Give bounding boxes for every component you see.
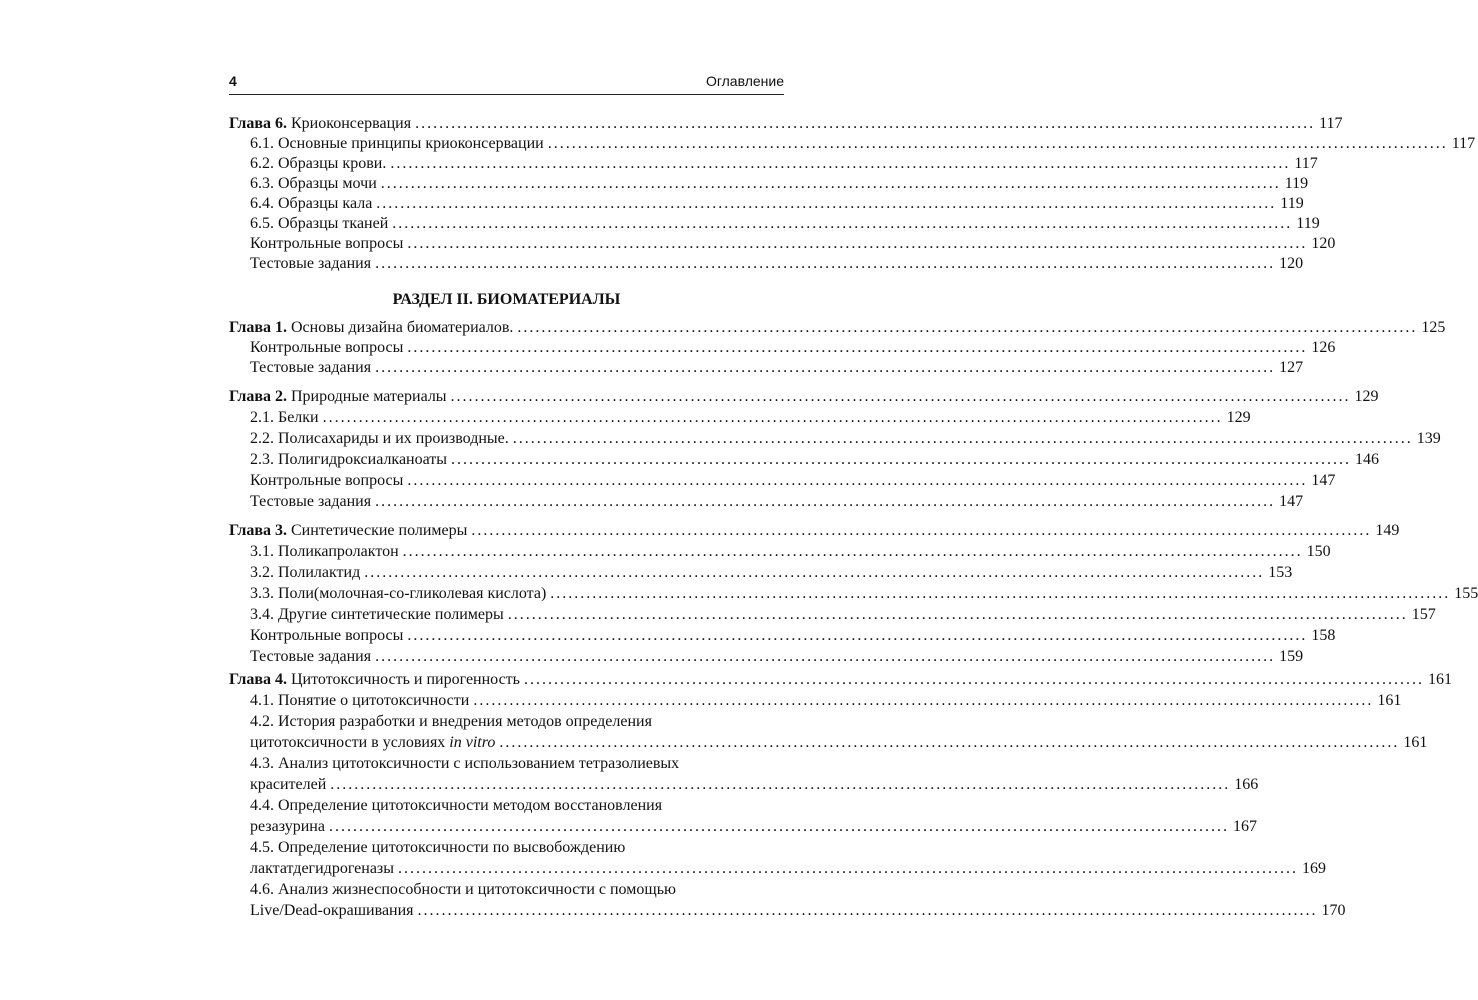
dot-leader: ......................................................................................................................................................	[473, 692, 1374, 709]
item-title: 6.1. Основные принципы криоконсервации	[250, 135, 544, 152]
page-ref: 126	[1311, 339, 1336, 356]
chapter-label: Глава 2.	[229, 388, 287, 405]
toc-item-2-questions[interactable]	[250, 471, 1336, 491]
chapter-label: Глава 1.	[229, 319, 287, 336]
dot-leader: ......................................................................................................................................................	[328, 818, 1229, 835]
toc-item-6-3[interactable]	[250, 174, 1309, 194]
page-ref: 167	[1232, 818, 1257, 835]
toc-item-2-tests[interactable]	[250, 492, 1304, 512]
page-ref: 149	[1375, 522, 1400, 539]
page-ref: 117	[1319, 115, 1343, 132]
dot-leader: ......................................................................................................................................................	[322, 409, 1223, 426]
toc-item-3-1[interactable]	[250, 542, 1331, 562]
page-ref: 159	[1279, 648, 1304, 665]
toc-item-4-2-line1: 4.2. История разработки и внедрения методов определения	[250, 713, 652, 730]
dot-leader: ......................................................................................................................................................	[517, 319, 1418, 336]
dot-leader: ......................................................................................................................................................	[407, 235, 1308, 252]
item-title: 2.3. Полигидроксиалканоаты	[250, 451, 448, 468]
toc-item-3-2[interactable]	[250, 563, 1293, 583]
toc-item-4-4[interactable]	[250, 817, 1257, 837]
toc-item-4-4-line1: 4.4. Определение цитотоксичности методом восстановления	[250, 797, 663, 814]
toc-item-6-5[interactable]	[250, 214, 1320, 234]
dot-leader: ......................................................................................................................................................	[390, 155, 1291, 172]
item-title: 6.2. Образцы крови.	[250, 155, 387, 172]
page-ref: 129	[1354, 388, 1379, 405]
dot-leader: ......................................................................................................................................................	[523, 671, 1424, 688]
page-ref: 129	[1226, 409, 1251, 426]
dot-leader: ......................................................................................................................................................	[402, 543, 1303, 560]
page-ref: 155	[1454, 585, 1478, 602]
dot-leader: ......................................................................................................................................................	[375, 648, 1276, 665]
dot-leader: ......................................................................................................................................................	[471, 522, 1372, 539]
page-ref: 119	[1296, 215, 1320, 232]
toc-item-4-3-line1: 4.3. Анализ цитотоксичности с использованием тетразолиевых	[250, 755, 680, 772]
item-title: 4.1. Понятие о цитотоксичности	[250, 692, 470, 709]
chapter-label: Глава 6.	[229, 115, 287, 132]
item-title: Тестовые задания	[250, 493, 372, 510]
dot-leader: ......................................................................................................................................................	[330, 776, 1231, 793]
toc-item-2-1[interactable]	[250, 408, 1251, 428]
item-title: красителей	[250, 776, 327, 793]
item-title: Контрольные вопросы	[250, 339, 404, 356]
item-title: Тестовые задания	[250, 255, 372, 272]
toc-item-3-questions[interactable]	[250, 626, 1336, 646]
dot-leader: ......................................................................................................................................................	[376, 195, 1277, 212]
page-ref: 117	[1294, 155, 1318, 172]
page-ref: 119	[1284, 175, 1309, 192]
page-ref: 157	[1411, 606, 1436, 623]
item-title: Контрольные вопросы	[250, 627, 404, 644]
page-number: 4	[229, 73, 237, 89]
page-ref: 120	[1311, 235, 1336, 252]
toc-chapter-1[interactable]	[229, 318, 1446, 338]
item-title: 2.1. Белки	[250, 409, 319, 426]
chapter-title: Природные материалы	[291, 388, 447, 405]
page-ref: 146	[1355, 451, 1380, 468]
dot-leader: ......................................................................................................................................................	[451, 451, 1352, 468]
toc-item-4-1[interactable]	[250, 691, 1402, 711]
page-ref: 147	[1311, 472, 1336, 489]
toc-item-2-3[interactable]	[250, 450, 1380, 470]
item-title: цитотоксичности в условиях	[250, 734, 446, 751]
chapter-title: Цитотоксичность и пирогенность	[291, 671, 520, 688]
toc-item-6-1[interactable]	[250, 134, 1476, 154]
page-ref: 161	[1427, 671, 1452, 688]
page-ref: 117	[1451, 135, 1476, 152]
item-title: Тестовые задания	[250, 648, 372, 665]
dot-leader: ......................................................................................................................................................	[380, 175, 1281, 192]
item-title: Live/Dead-окрашивания	[250, 902, 414, 919]
chapter-title: Основы дизайна биоматериалов.	[291, 319, 514, 336]
item-title: 3.3. Поли(молочная-со-гликолевая кислота)	[250, 585, 547, 602]
page-ref: 169	[1302, 860, 1326, 877]
item-title: Контрольные вопросы	[250, 235, 404, 252]
item-title: 2.2. Полисахариды и их производные.	[250, 430, 509, 447]
dot-leader: ......................................................................................................................................................	[499, 734, 1400, 751]
item-title-italic: in vitro	[449, 734, 496, 751]
toc-item-6-2[interactable]	[250, 154, 1318, 174]
chapter-label: Глава 4.	[229, 671, 287, 688]
toc-item-3-3[interactable]	[250, 584, 1478, 604]
item-title: Тестовые задания	[250, 359, 372, 376]
toc-item-3-4[interactable]	[250, 605, 1436, 625]
item-title: 6.5. Образцы тканей	[250, 215, 389, 232]
page-ref: 139	[1416, 430, 1441, 447]
page-ref: 153	[1268, 564, 1293, 581]
item-title: 3.1. Поликапролактон	[250, 543, 399, 560]
dot-leader: ......................................................................................................................................................	[550, 585, 1451, 602]
page-ref: 161	[1403, 734, 1428, 751]
item-title: 3.2. Полилактид	[250, 564, 361, 581]
toc-chapter-6[interactable]	[229, 114, 1343, 134]
item-title: 6.3. Образцы мочи	[250, 175, 377, 192]
toc-item-4-5-line1: 4.5. Определение цитотоксичности по высвобождению	[250, 839, 626, 856]
toc-item-4-5[interactable]	[250, 859, 1326, 879]
dot-leader: ......................................................................................................................................................	[407, 339, 1308, 356]
dot-leader: ......................................................................................................................................................	[392, 215, 1293, 232]
toc-chapter-3[interactable]	[229, 521, 1400, 541]
page-ref: 127	[1279, 359, 1304, 376]
toc-item-3-tests[interactable]	[250, 647, 1304, 667]
page-header	[229, 70, 784, 95]
chapter-title: Криоконсервация	[291, 115, 412, 132]
toc-item-4-3[interactable]	[250, 775, 1259, 795]
page-ref: 158	[1311, 627, 1336, 644]
page-ref: 147	[1279, 493, 1304, 510]
page-ref: 166	[1234, 776, 1259, 793]
chapter-label: Глава 3.	[229, 522, 287, 539]
dot-leader: ......................................................................................................................................................	[450, 388, 1351, 405]
item-title: 6.4. Образцы кала	[250, 195, 373, 212]
dot-leader: ......................................................................................................................................................	[398, 860, 1298, 877]
chapter-title: Синтетические полимеры	[291, 522, 468, 539]
running-title: Оглавление	[705, 73, 784, 89]
item-title: 3.4. Другие синтетические полимеры	[250, 606, 504, 623]
dot-leader: ......................................................................................................................................................	[512, 430, 1413, 447]
dot-leader: ......................................................................................................................................................	[375, 359, 1276, 376]
section-heading: РАЗДЕЛ II. БИОМАТЕРИАЛЫ	[392, 291, 621, 308]
toc-item-6-tests[interactable]	[250, 254, 1304, 274]
toc-item-6-4[interactable]	[250, 194, 1304, 214]
item-title: резазурина	[250, 818, 325, 835]
toc-item-6-questions[interactable]	[250, 234, 1336, 254]
dot-leader: ......................................................................................................................................................	[417, 902, 1318, 919]
dot-leader: ......................................................................................................................................................	[364, 564, 1265, 581]
dot-leader: ......................................................................................................................................................	[407, 627, 1308, 644]
toc-chapter-2[interactable]	[229, 387, 1379, 407]
item-title: лактатдегидрогеназы	[250, 860, 394, 877]
page-ref: 125	[1421, 319, 1446, 336]
dot-leader: ......................................................................................................................................................	[375, 493, 1276, 510]
dot-leader: ......................................................................................................................................................	[407, 472, 1308, 489]
toc-chapter-4[interactable]	[229, 670, 1452, 690]
dot-leader: ......................................................................................................................................................	[375, 255, 1276, 272]
item-title: Контрольные вопросы	[250, 472, 404, 489]
toc-item-4-2[interactable]	[250, 733, 1428, 753]
page-ref: 170	[1321, 902, 1346, 919]
toc-item-1-questions[interactable]	[250, 338, 1336, 358]
dot-leader: ......................................................................................................................................................	[547, 135, 1448, 152]
toc-item-4-6-line1: 4.6. Анализ жизнеспособности и цитотоксичности с помощью	[250, 881, 676, 898]
page-ref: 120	[1279, 255, 1304, 272]
toc-item-4-6[interactable]	[250, 901, 1346, 921]
dot-leader: ......................................................................................................................................................	[415, 115, 1316, 132]
page-ref: 119	[1280, 195, 1304, 212]
toc-item-2-2[interactable]	[250, 429, 1441, 449]
dot-leader: ......................................................................................................................................................	[507, 606, 1408, 623]
page-ref: 150	[1306, 543, 1331, 560]
toc-item-1-tests[interactable]	[250, 358, 1304, 378]
page-ref: 161	[1377, 692, 1402, 709]
